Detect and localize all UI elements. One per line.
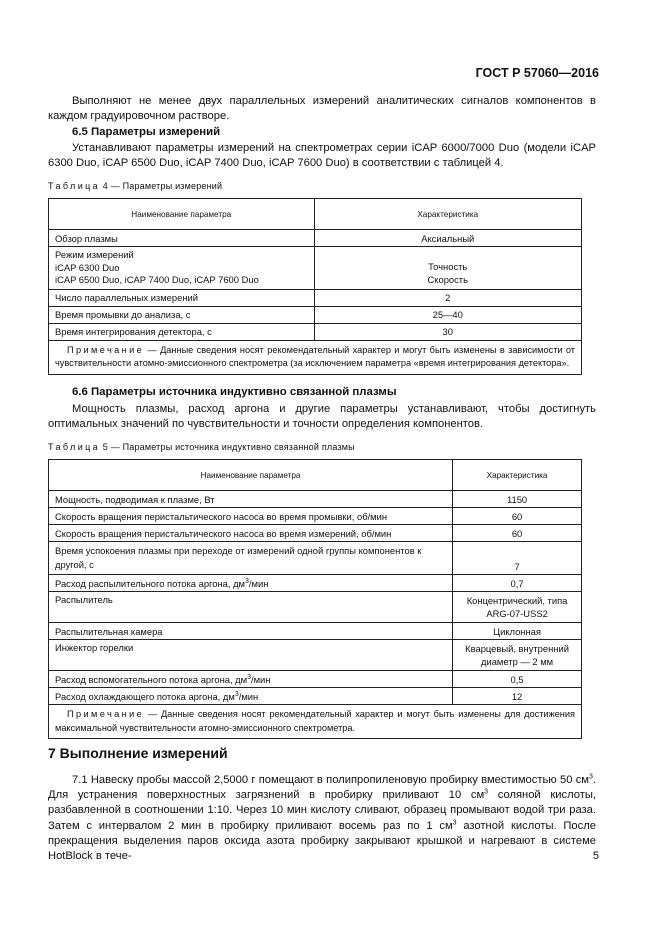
- param-text: Расход вспомогательного потока аргона, дм: [55, 673, 248, 685]
- table-5-caption-word: Таблица: [48, 442, 101, 452]
- value-cell: 60: [453, 508, 582, 525]
- text-run: . Для устранения поверхностных загрязнений в пробирку приливают 10 см: [48, 774, 596, 802]
- param-cell: Инжектор горелки: [49, 640, 453, 671]
- param-text: Расход охлаждающего потока аргона, дм: [55, 690, 235, 702]
- intro-paragraph: Выполняют не менее двух параллельных измерений аналитических сигналов компонентов в каждом градуировочном растворе.: [48, 95, 596, 123]
- table-header-row: [49, 460, 582, 491]
- note-label: Примечание: [67, 344, 145, 355]
- note-label: Примечание: [67, 709, 145, 719]
- table-row: [49, 575, 582, 592]
- value-cell: 1150: [453, 491, 582, 508]
- table-5-caption-rest: 5 — Параметры источника индуктивно связанной плазмы: [102, 442, 355, 452]
- column-header-value: Характеристика: [314, 199, 582, 230]
- value-cell: 25—40: [314, 306, 582, 323]
- param-cell: [49, 247, 315, 290]
- table-4-caption-rest: 4 — Параметры измерений: [102, 181, 223, 191]
- column-header-value: Характеристика: [453, 460, 582, 491]
- value-cell: [314, 247, 582, 290]
- table-header-row: [49, 199, 582, 230]
- param-cell: Распылитель: [49, 592, 453, 623]
- param-cell: Время успокоения плазмы при переходе от измерений одной группы компонентов к другой, с: [49, 542, 453, 575]
- page-number: 5: [592, 850, 599, 862]
- param-cell: Распылительная камера: [49, 623, 453, 640]
- section-6-5-title: 6.5 Параметры измерений: [72, 126, 221, 138]
- value-cell: Кварцевый, внутренний диаметр — 2 мм: [453, 640, 582, 671]
- param-cell: Мощность, подводимая к плазме, Вт: [49, 491, 453, 508]
- value-cell: 0,5: [453, 671, 582, 688]
- value-cell: 30: [314, 323, 582, 340]
- column-header-param: Наименование параметра: [49, 199, 315, 230]
- param-line: Режим измерений: [55, 249, 134, 260]
- table-5: [48, 459, 582, 739]
- section-7-1-text: [48, 773, 596, 864]
- table-note-row: [49, 340, 582, 374]
- table-row: [49, 247, 582, 290]
- column-header-param: Наименование параметра: [49, 460, 453, 491]
- text-run: азотной кислоты. После прекращения выделения паров оксида азота пробирку закрывают крышкой и нагревают в системе HotBlock в тече-: [48, 819, 596, 863]
- param-cell: Число параллельных измерений: [49, 289, 315, 306]
- table-row: [49, 323, 582, 340]
- table-5-caption: [48, 442, 355, 452]
- table-row: [49, 306, 582, 323]
- table-4-caption: [48, 181, 222, 191]
- value-cell: 60: [453, 525, 582, 542]
- table-row: [49, 289, 582, 306]
- value-cell: 2: [314, 289, 582, 306]
- param-cell: [49, 671, 453, 688]
- param-sup: 3: [234, 690, 239, 698]
- value-cell: 12: [453, 688, 582, 705]
- table-row: [49, 542, 582, 575]
- table-row: [49, 640, 582, 671]
- table-4-caption-word: Таблица: [48, 181, 101, 191]
- param-cell: Обзор плазмы: [49, 230, 315, 247]
- param-sup: 3: [247, 673, 251, 681]
- param-sup: 3: [245, 577, 249, 585]
- document-id-header: ГОСТ Р 57060—2016: [475, 66, 599, 80]
- table-5-note: [49, 705, 582, 739]
- table-note-row: [49, 705, 582, 739]
- table-row: [49, 688, 582, 705]
- note-text: — Данные сведения носят рекомендательный характер и могут быть изменены для достижения максимальной чувствительности атомно-эмиссионного спектрометра.: [55, 709, 575, 733]
- param-cell: Время промывки до анализа, с: [49, 306, 315, 323]
- value-cell: 7: [453, 542, 582, 575]
- table-4: [48, 198, 582, 375]
- param-cell: Время интегрирования детектора, с: [49, 323, 315, 340]
- table-4-note: [49, 340, 582, 374]
- param-cell: [49, 688, 453, 705]
- superscript: 3: [484, 788, 489, 796]
- superscript: 3: [452, 818, 457, 826]
- note-text: — Данные сведения носят рекомендательный характер и могут быть изменены в зависимости от чувствительности атомно-эмиссионного спектрометра (за исключением параметра «время интегрирования детектора».: [55, 344, 575, 368]
- value-cell: Концентрический, типа ARG-07-USS2: [453, 592, 582, 623]
- param-cell: Скорость вращения перистальтического насоса во время промывки, об/мин: [49, 508, 453, 525]
- section-6-5-text: Устанавливают параметры измерений на спектрометрах серии iCAP 6000/7000 Duo (модели iCAP 6300 Duo, iCAP 6500 Duo, iCAP 7400 Duo, iCAP 7600 Duo) в соответствии с таблицей 4.: [48, 142, 596, 170]
- value-cell: Циклонная: [453, 623, 582, 640]
- param-line: iCAP 6500 Duo, iCAP 7400 Duo, iCAP 7600 Duo: [55, 274, 259, 285]
- param-tail: /мин: [248, 577, 269, 589]
- value-cell: 0,7: [453, 575, 582, 592]
- value-cell: Аксиальный: [314, 230, 582, 247]
- section-6-6-title: 6.6 Параметры источника индуктивно связанной плазмы: [72, 386, 397, 398]
- text-run: соляной кислоты, разбавленной в соотношении 1:10. Через 10 мин кислоту сливают, образец промывают водой три раза. Затем с интервалом 2 мин в пробирку приливают восемь раз по 1 см: [48, 789, 596, 832]
- table-row: [49, 525, 582, 542]
- param-tail: /мин: [251, 673, 271, 685]
- section-7-title: 7 Выполнение измерений: [48, 745, 228, 761]
- text-run: 7.1 Навеску пробы массой 2,5000 г помещают в полипропиленовую пробирку вместимостью 50 см: [72, 774, 589, 786]
- param-cell: [49, 575, 453, 592]
- param-tail: /мин: [238, 690, 259, 702]
- table-row: [49, 230, 582, 247]
- section-6-6-text: Мощность плазмы, расход аргона и другие параметры устанавливают, чтобы достигнуть оптимальных значений по чувствительности и точности определения компонентов.: [48, 403, 596, 431]
- value-line: Скорость: [427, 273, 468, 285]
- table-row: [49, 592, 582, 623]
- table-row: [49, 491, 582, 508]
- param-line: iCAP 6300 Duo: [55, 261, 120, 273]
- param-text: Расход распылительного потока аргона, дм: [55, 577, 245, 589]
- param-cell: Скорость вращения перистальтического насоса во время измерений, об/мин: [49, 525, 453, 542]
- value-line: Точность: [428, 261, 468, 273]
- table-row: [49, 671, 582, 688]
- superscript: 3: [588, 773, 593, 781]
- table-row: [49, 508, 582, 525]
- table-row: [49, 623, 582, 640]
